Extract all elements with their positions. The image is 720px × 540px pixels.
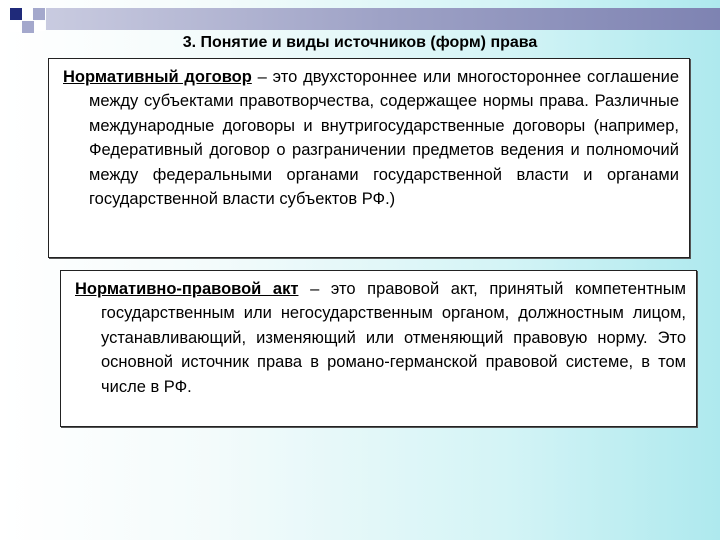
- deco-square: [22, 21, 34, 33]
- deco-square: [33, 8, 45, 20]
- definition-box-normative-contract: [48, 58, 690, 258]
- definition-box-normative-act: [60, 270, 697, 427]
- deco-square: [35, 21, 45, 31]
- slide-title: 3. Понятие и виды источников (форм) права: [182, 34, 538, 51]
- definition-body: – это правовой акт, принятый компетентным государственным или негосударственным органом, должностным лицом, устанавливающий, изменяющий или отменяющий правовую норму. Это основной источник права в романо-германской правовой системе, в том числе в РФ.: [101, 280, 686, 396]
- definition-paragraph: [49, 59, 689, 211]
- definition-body: – это двухстороннее или многостороннее соглашение между субъектами правотворчества, содержащее нормы права. Различные международные договоры и внутригосударственные договоры (например, Федеративный договор о разграничении предметов ведения и полномочий между федеральными органами государственной власти и органами государственной власти субъектов РФ.): [89, 68, 679, 209]
- deco-square: [22, 8, 32, 18]
- deco-square: [10, 22, 20, 32]
- definition-term: Нормативный договор: [63, 68, 252, 86]
- title-bar: [46, 8, 720, 30]
- definition-term: Нормативно-правовой акт: [75, 280, 299, 298]
- deco-square: [10, 8, 22, 20]
- definition-paragraph: [61, 271, 696, 399]
